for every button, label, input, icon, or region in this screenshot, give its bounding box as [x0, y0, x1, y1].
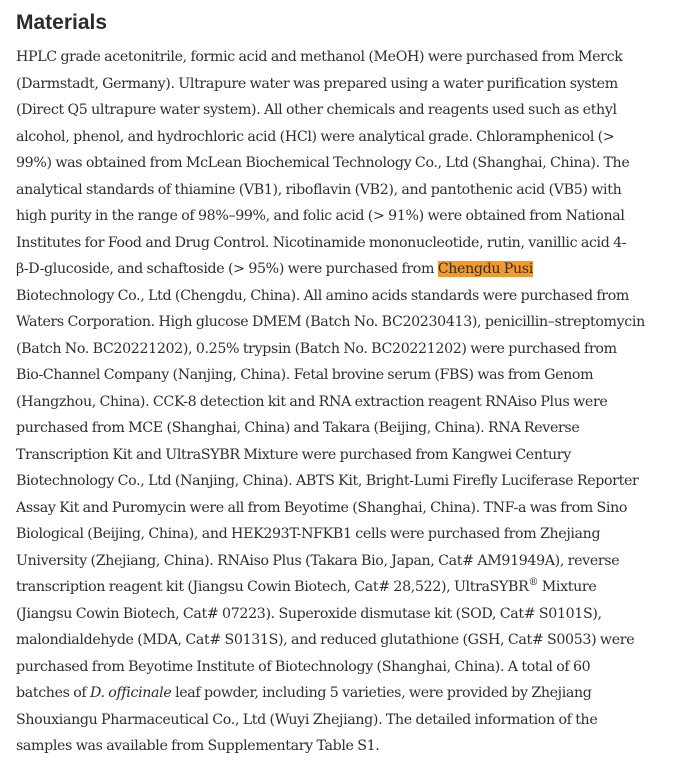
text-line: [16, 574, 660, 601]
text-line: (Hangzhou, China). CCK-8 detection kit and RNA extraction reagent RNAiso Plus were: [16, 393, 608, 410]
text-line: analytical standards of thiamine (VB1), riboflavin (VB2), and pantothenic acid (VB5) with: [16, 181, 622, 198]
text-line: Institutes for Food and Drug Control. Nicotinamide mononucleotide, rutin, vanillic acid 4-: [16, 234, 627, 251]
text-line: purchased from Beyotime Institute of Biotechnology (Shanghai, China). A total of 60: [16, 658, 591, 675]
text-line: malondialdehyde (MDA, Cat# S0131S), and reduced glutathione (GSH, Cat# S0053) were: [16, 632, 635, 648]
text-run: β-D-glucoside, and schaftoside (> 95%) were purchased from: [16, 261, 438, 277]
text-line: University (Zhejiang, China). RNAiso Plus (Takara Bio, Japan, Cat# AM91949A), reverse: [16, 552, 620, 569]
text-run: leaf powder, including 5 varieties, were provided by Zhejiang: [171, 685, 592, 701]
text-line: HPLC grade acetonitrile, formic acid and methanol (MeOH) were purchased from Merck: [16, 49, 623, 65]
text-line: (Direct Q5 ultrapure water system). All other chemicals and reagents used such as ethyl: [16, 102, 617, 118]
materials-paragraph: [16, 44, 660, 760]
text-line: (Darmstadt, Germany). Ultrapure water was prepared using a water purification system: [16, 75, 618, 92]
text-line: Biotechnology Co., Ltd (Chengdu, China). All amino acids standards were purchased from: [16, 287, 630, 304]
registered-mark: ®: [528, 577, 539, 588]
text-line: Biological (Beijing, China), and HEK293T-NFKB1 cells were purchased from Zhejiang: [16, 526, 601, 542]
text-line: Bio-Channel Company (Nanjing, China). Fetal brovine serum (FBS) was from Genom: [16, 367, 594, 383]
text-line: Biotechnology Co., Ltd (Nanjing, China). ABTS Kit, Bright-Lumi Firefly Luciferase Reporter: [16, 473, 639, 489]
text-line: samples was available from Supplementary Table S1.: [16, 738, 380, 754]
text-line: [16, 680, 660, 707]
highlighted-text[interactable]: Chengdu Pusi: [437, 261, 533, 277]
text-line: high purity in the range of 98%–99%, and folic acid (> 91%) were obtained from National: [16, 208, 625, 224]
text-line: Assay Kit and Puromycin were all from Beyotime (Shanghai, China). TNF-a was from Sino: [16, 499, 628, 516]
section-heading: Materials: [16, 11, 108, 34]
text-run: transcription reagent kit (Jiangsu Cowin Biotech, Cat# 28,522), UltraSYBR: [16, 579, 529, 595]
text-run: batches of: [16, 685, 90, 701]
text-line: 99%) was obtained from McLean Biochemical Technology Co., Ltd (Shanghai, China). The: [16, 155, 630, 171]
text-line: (Batch No. BC20221202), 0.25% trypsin (Batch No. BC20221202) were purchased from: [16, 340, 617, 357]
text-line: alcohol, phenol, and hydrochloric acid (HCl) were analytical grade. Chloramphenicol (>: [16, 128, 615, 145]
text-line: purchased from MCE (Shanghai, China) and Takara (Beijing, China). RNA Reverse: [16, 420, 580, 436]
species-name: D. officinale: [89, 685, 172, 701]
text-line: Shouxiangu Pharmaceutical Co., Ltd (Wuyi Zhejiang). The detailed information of the: [16, 711, 598, 728]
text-line: (Jiangsu Cowin Biotech, Cat# 07223). Superoxide dismutase kit (SOD, Cat# S0101S),: [16, 605, 602, 622]
text-line: Transcription Kit and UltraSYBR Mixture were purchased from Kangwei Century: [16, 446, 571, 463]
text-run: Mixture: [538, 579, 597, 595]
text-line: Waters Corporation. High glucose DMEM (Batch No. BC20230413), penicillin–streptomycin: [16, 314, 645, 330]
text-line: [16, 256, 660, 283]
